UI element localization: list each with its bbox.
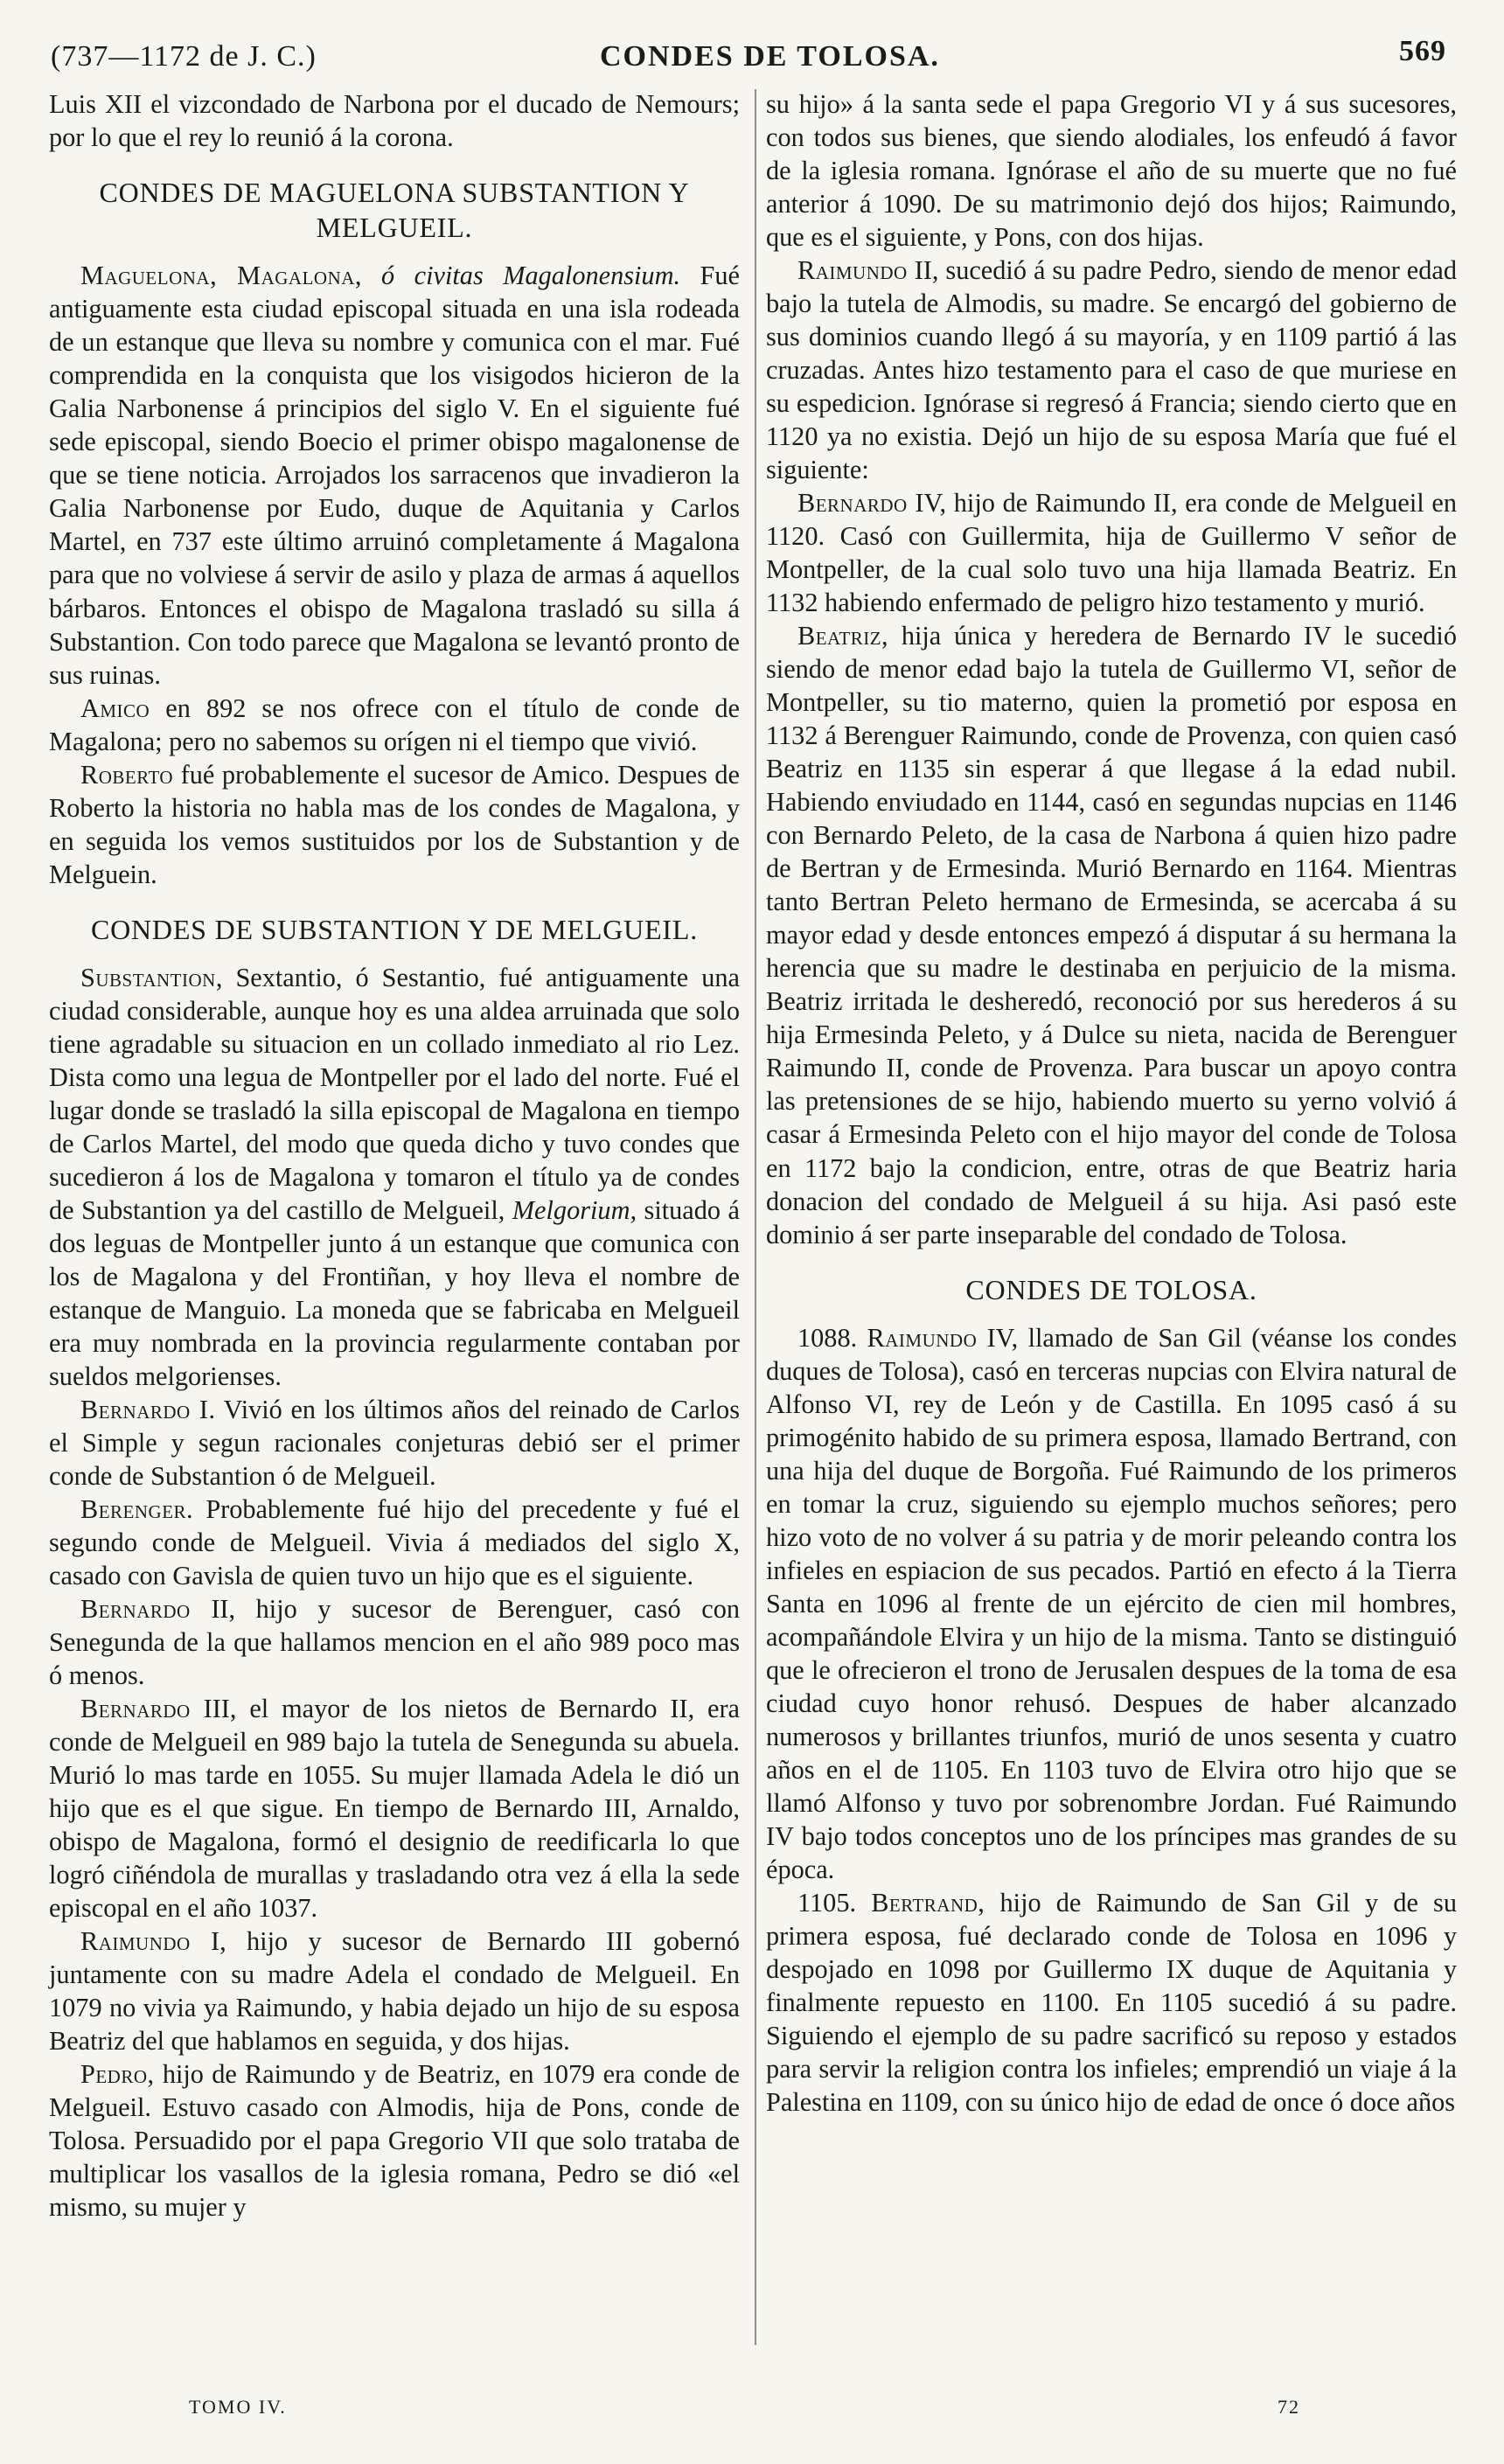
entry-text: situado á dos leguas de Montpeller junto á un estanque que comunica con los de Magalona y del Frontiñan, y hoy lleva el nombre de estanque de Manguio. La moneda que se fabricaba en Melgueil era muy nombrada en la provincia regularmente contaban por sueldos melgorienses.	[49, 1194, 740, 1391]
paragraph-raimundo-1	[49, 1925, 740, 2057]
entry-text: III, el mayor de los nietos de Bernardo II, era conde de Melgueil en 989 bajo la tutela de Senegunda su abuela. Murió lo mas tarde en 1055. Su mujer llamada Adela le dió un hijo que es el que sigue. En tiempo de Bernardo III, Arnaldo, obispo de Magalona, formó el designio de reedificarla lo que logró ciñéndola de murallas y trasladando otra vez á ella la sede episcopal en el año 1037.	[49, 1694, 741, 1924]
entry-lead: Bertrand,	[871, 1887, 985, 1918]
paragraph-bertrand	[766, 1886, 1457, 2119]
entry-text: , Sextantio, ó Sestantio, fué antiguamente una ciudad considerable, aunque hoy es una aldea arruinada que solo tiene agradable su situacion en un collado inmediato al rio Lez. Dista como una legua de Montpeller por el lado del norte. Fué el lugar donde se trasladó la silla episcopal de Magalona en tiempo de Carlos Martel, del modo que queda dicho y tuvo condes que sucedieron á los de Magalona y tomaron el título ya de condes de Substantion ya del castillo de Melgueil,	[49, 962, 740, 1225]
signature-mark: 72	[1278, 2396, 1300, 2418]
paragraph-amico	[49, 692, 740, 758]
entry-text: Fué antiguamente esta ciudad episcopal situada en una isla rodeada de un estanque que lleva su nombre y comunica con el mar. Fué comprendida en la conquista que los visigodos hicieron de la Galia Narbonense á principios del siglo V. En el siguiente fué sede episcopal, siendo Boecio el primer obispo magalonense de que se tiene noticia. Arrojados los sarracenos que invadieron la Galia Narbonense por Eudo, duque de Aquitania y Carlos Martel, en 737 este último arruinó completamente á Magalona para que no volviese á servir de asilo y plaza de armas á aquellos bárbaros. Entonces el obispo de Magalona trasladó su silla á Substantion. Con todo parece que Magalona se levantó pronto de sus ruinas.	[49, 261, 740, 690]
entry-lead: Raimundo	[867, 1322, 978, 1353]
entry-text: Vivió en los últimos años del reinado de Carlos el Simple y segun racionales conjeturas debió ser el primer conde de Substantion ó de Melgueil.	[49, 1395, 740, 1492]
paragraph-bernardo-1	[49, 1393, 740, 1493]
latin-name: ó civitas Magalonensium.	[381, 261, 681, 291]
paragraph-raimundo-4	[766, 1321, 1457, 1886]
entry-text: II, sucedió á su padre Pedro, siendo de menor edad bajo la tutela de Almodis, su madre. Se encargó del gobierno de sus dominios cuando llegó á su mayoría, y en 1109 partió á las cruzadas. Antes hizo testamento para el caso de que muriese en su espedicion. Ignórase si regresó á Francia; siendo cierto que en 1120 ya no existia. Dejó un hijo de su esposa María que fué el siguiente:	[766, 255, 1457, 485]
running-head	[49, 35, 1457, 84]
entry-lead: Substantion	[80, 962, 216, 992]
page-number: 569	[1399, 35, 1446, 67]
left-column	[49, 87, 740, 2224]
right-column	[766, 87, 1457, 2119]
paragraph-maguelona: Maguelona, Magalona, ó civitas Magalonensium. Fué antiguamente esta ciudad episcopal situada en una isla rodeada de un estanque que lleva su nombre y comunica con el mar. Fué comprendida en la conquista que los visigodos hicieron de la Galia Narbonense á principios del siglo V. En el siguiente fué sede episcopal, siendo Boecio el primer obispo magalonense de que se tiene noticia. Arrojados los sarracenos que invadieron la Galia Narbonense por Eudo, duque de Aquitania y Carlos Martel, en 737 este último arruinó completamente á Magalona para que no volviese á servir de asilo y plaza de armas á aquellos bárbaros. Entonces el obispo de Magalona trasladó su silla á Substantion. Con todo parece que Magalona se levantó pronto de sus ruinas.	[49, 261, 740, 690]
entry-text: Probablemente fué hijo del precedente y fué el segundo conde de Melgueil. Vivia á mediados del siglo X, casado con Gavisla de quien tuvo un hijo que es el siguiente.	[49, 1494, 740, 1591]
page-title: CONDES DE TOLOSA.	[600, 40, 940, 73]
entry-year: 1105.	[797, 1887, 857, 1918]
entry-text: I, hijo y sucesor de Bernardo III gobernó juntamente con su madre Adela el condado de Melgueil. En 1079 no vivia ya Raimundo, y habia dejado un hijo de su esposa Beatriz del que hablamos en seguida, y dos hijas.	[49, 1926, 740, 2057]
paragraph-bernardo-3	[49, 1692, 740, 1925]
entry-text: fué probablemente el sucesor de Amico. Despues de Roberto la historia no habla mas de los condes de Magalona, y en seguida los vemos sustituidos por los de Substantion y de Melguein.	[49, 759, 741, 889]
entry-lead: Bernardo	[80, 1694, 191, 1724]
paragraph-pedro	[49, 2057, 740, 2224]
paragraph-berenger	[49, 1493, 740, 1592]
entry-text: IV, hijo de Raimundo II, era conde de Melgueil en 1120. Casó con Guillermita, hija de Guillermo V señor de Montpeller, de la cual solo tuvo una hija llamada Beatriz. En 1132 habiendo enfermado de peligro hizo testamento y murió.	[766, 488, 1457, 618]
entry-text: hijo de Raimundo de San Gil y de su primera esposa, fué declarado conde de Tolosa en 1096 y despojado en 1098 por Guillermo IX duque de Aquitania y finalmente repuesto en 1100. En 1105 sucedió á su padre. Siguiendo el ejemplo de su padre sacrificó su reposo y estados para servir la religion contra los infieles; emprendió un viaje á la Palestina en 1109, con su único hijo de edad de once ó doce años	[766, 1887, 1457, 2118]
section-heading-substantion: CONDES DE SUBSTANTION Y DE MELGUEIL.	[90, 913, 699, 945]
entry-year: 1088.	[797, 1322, 858, 1353]
entry-lead: Raimundo	[797, 255, 908, 286]
entry-lead: Bernardo	[797, 488, 908, 519]
entry-lead: Maguelona, Magalona	[80, 261, 355, 291]
section-heading-maguelona: CONDES DE MAGUELONA SUBSTANTION Y MELGUEIL.	[99, 177, 690, 244]
entry-text: hijo de Raimundo y de Beatriz, en 1079 era conde de Melgueil. Estuvo casado con Almodis, hija de Pons, conde de Tolosa. Persuadido por el papa Gregorio VII que solo trataba de multiplicar los vasallos de la iglesia romana, Pedro se dió «el mismo, su mujer y	[49, 2059, 740, 2223]
paragraph-substantion	[49, 961, 740, 1393]
section-heading-tolosa: CONDES DE TOLOSA.	[965, 1273, 1257, 1305]
paragraph-beatriz	[766, 619, 1457, 1250]
paragraph-bernardo-4	[766, 486, 1457, 619]
latin-name: Melgorium,	[512, 1194, 637, 1225]
entry-text: IV, llamado de San Gil (véanse los condes duques de Tolosa), casó en terceras nupcias con Elvira natural de Alfonso VI, rey de León y de Castilla. En 1095 casó á su primogénito habido de su primera esposa, llamado Bertrand, con una hija del duque de Borgoña. Fué Raimundo de los primeros en tomar la cruz, siguiendo su ejemplo muchos señores; pero hizo voto de no volver á su patria y de morir peleando contra los infieles en espiacion de sus pecados. Partió en efecto á la Tierra Santa en 1096 al frente de un ejército de cien mil hombres, acompañándole Elvira y un hijo de la misma. Tanto se distinguió que le ofrecieron el trono de Jerusalen despues de la toma de esa ciudad cuyo honor rehusó. Despues de haber alcanzado numerosos y brillantes triunfos, murió de unos sesenta y cuatro años en el de 1105. En 1103 tuvo de Elvira otro hijo que se llamó Alfonso y tuvo por sobrenombre Jordan. Fué Raimundo IV bajo todos conceptos uno de los príncipes mas grandes de su época.	[766, 1322, 1458, 1884]
page-footer	[49, 2396, 1457, 2431]
document-page	[49, 35, 1457, 2448]
entry-text: II, hijo y sucesor de Berenguer, casó con Senegunda de la que hallamos mencion en el año 989 poco mas ó menos.	[49, 1594, 741, 1691]
entry-lead: Bernardo	[80, 1594, 191, 1625]
entry-lead: Bernardo I.	[80, 1395, 216, 1424]
paragraph-bernardo-2	[49, 1592, 740, 1692]
entry-text: hija única y heredera de Bernardo IV le sucedió siendo de menor edad bajo la tutela de Guillermo VI, señor de Montpeller, su tio materno, quien la prometió por esposa en 1132 á Berenguer Raimundo, conde de Provenza, con quien casó Beatriz en 1135 sin esperar á que llegase á la edad nubil. Habiendo enviudado en 1144, casó en segundas nupcias en 1146 con Bernardo Peleto, de la casa de Narbona á quien hizo padre de Bertran y de Ermesinda. Murió Bernardo en 1164. Mientras tanto Bertran Peleto hermano de Ermesinda, se acercaba á su mayor edad y desde entonces empezó á disputar á su hermana la herencia que su madre le destinaba en perjuicio de la misma. Beatriz irritada le desheredó, reconoció por sus herederos á su hija Ermesinda Peleto, y á Dulce su nieta, nacida de Berenguer Raimundo II, conde de Provenza. Para buscar un apoyo contra las pretensiones de se hijo, habiendo muerto su yerno volvió á casar á Ermesinda Peleto con el hijo mayor del conde de Tolosa en 1172 bajo la condicion, entre, otras de que Beatriz haria donacion del condado de Melgueil á su hija. Asi pasó este dominio á ser parte inseparable del condado de Tolosa.	[766, 621, 1457, 1249]
paragraph-continuation: su hijo» á la santa sede el papa Gregorio VI y á sus sucesores, con todos sus bienes, que siendo alodiales, los enfeudó á favor de la iglesia romana. Ignórase el año de su muerte que no fué anterior á 1090. De su matrimonio dejó dos hijos; Raimundo, que es el siguiente, y Pons, con dos hijas.	[766, 89, 1457, 253]
column-divider	[755, 89, 756, 2345]
paragraph-roberto	[49, 758, 740, 891]
entry-lead: Amico	[80, 693, 150, 723]
entry-lead: Berenger.	[80, 1494, 194, 1525]
volume-label: TOMO IV.	[189, 2396, 287, 2418]
entry-lead: Roberto	[80, 759, 174, 790]
entry-lead: Pedro,	[80, 2059, 155, 2090]
entry-lead: Raimundo	[80, 1926, 191, 1957]
date-range-heading: (737—1172 de J. C.)	[51, 40, 317, 73]
entry-lead: Beatriz,	[797, 621, 889, 651]
paragraph-intro: Luis XII el vizcondado de Narbona por el ducado de Nemours; por lo que el rey lo reunió á la corona.	[49, 89, 740, 153]
entry-text: en 892 se nos ofrece con el título de conde de Magalona; pero no sabemos su orígen ni el tiempo que vivió.	[49, 693, 740, 756]
paragraph-raimundo-2	[766, 254, 1457, 486]
